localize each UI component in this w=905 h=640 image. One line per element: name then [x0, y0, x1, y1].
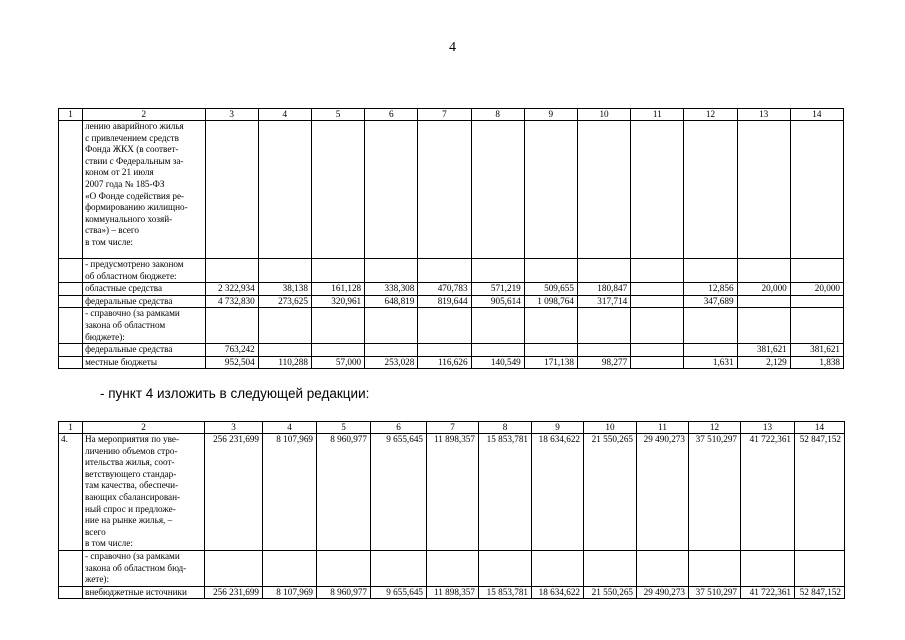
value-cell: 905,614: [471, 295, 524, 308]
value-cell: [205, 308, 258, 344]
column-header: 9: [524, 109, 577, 121]
column-header: 2: [83, 422, 205, 434]
value-cell: [365, 344, 418, 357]
label-line: закона об областном: [85, 319, 166, 330]
value-cell: [365, 308, 418, 344]
value-cell: [689, 550, 741, 586]
value-cell: [524, 344, 577, 357]
column-header: 10: [577, 109, 630, 121]
column-header: 1: [59, 109, 83, 121]
value-cell: 52 847,152: [795, 586, 845, 599]
row-description: [83, 121, 205, 259]
value-cell: [263, 550, 317, 586]
column-header: 2: [83, 109, 205, 121]
value-cell: [471, 121, 524, 259]
value-cell: 52 847,152: [795, 434, 845, 551]
table-header-row: [59, 109, 844, 121]
column-header: 3: [205, 422, 263, 434]
value-cell: 41 722,361: [741, 434, 795, 551]
label-line: федеральные средства: [85, 344, 173, 355]
label-line: коммунального хозяй-: [85, 213, 173, 224]
value-cell: [258, 259, 311, 283]
value-cell: [631, 344, 684, 357]
value-cell: 8 107,969: [263, 434, 317, 551]
value-cell: [317, 550, 371, 586]
value-cell: 8 960,977: [317, 434, 371, 551]
value-cell: 11 898,357: [427, 586, 479, 599]
table-row: [59, 259, 844, 283]
column-header: 7: [418, 109, 471, 121]
label-line: 2007 года № 185-ФЗ: [85, 178, 165, 189]
column-header: 6: [371, 422, 427, 434]
row-label: [83, 283, 205, 296]
label-line: федеральные средства: [85, 295, 173, 306]
label-line: областные средства: [85, 283, 163, 294]
column-header: 7: [427, 422, 479, 434]
value-cell: 11 898,357: [427, 434, 479, 551]
row-number: [59, 308, 83, 344]
label-line: с привлечением средств: [85, 132, 179, 143]
table-row: [59, 308, 844, 344]
value-cell: 381,621: [737, 344, 790, 357]
value-cell: [790, 295, 843, 308]
value-cell: [418, 344, 471, 357]
value-cell: [684, 344, 737, 357]
label-line: об областном бюджете:: [85, 270, 177, 281]
value-cell: [790, 121, 843, 259]
column-header: 8: [479, 422, 532, 434]
value-cell: [258, 344, 311, 357]
column-header: 4: [258, 109, 311, 121]
value-cell: 12,856: [684, 283, 737, 296]
value-cell: [524, 259, 577, 283]
label-line: в том числе:: [85, 236, 133, 247]
row-label: [83, 586, 205, 599]
column-header: 8: [471, 109, 524, 121]
column-header: 1: [59, 422, 83, 434]
row-number: [59, 283, 83, 296]
value-cell: 347,689: [684, 295, 737, 308]
value-cell: [311, 259, 364, 283]
column-header: 4: [263, 422, 317, 434]
label-line: лению аварийного жилья: [85, 121, 184, 131]
value-cell: 20,000: [737, 283, 790, 296]
value-cell: 29 490,273: [637, 434, 689, 551]
label-line: в том числе:: [85, 538, 133, 549]
label-line: бюджете):: [85, 331, 125, 342]
value-cell: 338,308: [365, 283, 418, 296]
column-header: 14: [795, 422, 845, 434]
row-number: [59, 259, 83, 283]
value-cell: 256 231,699: [205, 586, 263, 599]
value-cell: [205, 550, 263, 586]
value-cell: [737, 121, 790, 259]
value-cell: [418, 259, 471, 283]
value-cell: [427, 550, 479, 586]
value-cell: 38,138: [258, 283, 311, 296]
value-cell: [471, 308, 524, 344]
column-header: 14: [790, 109, 843, 121]
value-cell: 1 098,764: [524, 295, 577, 308]
table-1: [58, 108, 844, 369]
label-line: «О Фонде содействия ре-: [85, 190, 185, 201]
value-cell: 29 490,273: [637, 586, 689, 599]
value-cell: 381,621: [790, 344, 843, 357]
table-2: [58, 421, 845, 599]
value-cell: [790, 259, 843, 283]
value-cell: 320,961: [311, 295, 364, 308]
label-line: ветствующего стандар-: [85, 468, 177, 479]
value-cell: [737, 295, 790, 308]
column-header: 13: [741, 422, 795, 434]
table-row: [59, 356, 844, 369]
value-cell: 4 732,830: [205, 295, 258, 308]
value-cell: 648,819: [365, 295, 418, 308]
row-label: [83, 356, 205, 369]
value-cell: 161,128: [311, 283, 364, 296]
value-cell: [371, 550, 427, 586]
label-line: коном от 21 июля: [85, 167, 154, 178]
row-label: [83, 295, 205, 308]
value-cell: [471, 259, 524, 283]
column-header: 3: [205, 109, 258, 121]
value-cell: [524, 308, 577, 344]
value-cell: 37 510,297: [689, 434, 741, 551]
value-cell: 9 655,645: [371, 586, 427, 599]
value-cell: [258, 308, 311, 344]
instruction-note: - пункт 4 изложить в следующей редакции:: [100, 386, 370, 401]
value-cell: [631, 259, 684, 283]
value-cell: [205, 121, 258, 259]
value-cell: [684, 308, 737, 344]
value-cell: [311, 121, 364, 259]
value-cell: [524, 121, 577, 259]
row-number: [59, 295, 83, 308]
column-header: 12: [684, 109, 737, 121]
value-cell: 571,219: [471, 283, 524, 296]
value-cell: 1,838: [790, 356, 843, 369]
value-cell: 15 853,781: [479, 586, 532, 599]
value-cell: [737, 259, 790, 283]
column-header: 6: [365, 109, 418, 121]
value-cell: [418, 121, 471, 259]
value-cell: [631, 283, 684, 296]
table-row: [59, 121, 844, 259]
label-line: жете):: [85, 574, 110, 585]
value-cell: 952,504: [205, 356, 258, 369]
value-cell: [577, 344, 630, 357]
table-row: [59, 295, 844, 308]
value-cell: 21 550,265: [584, 434, 637, 551]
label-line: формированию жилищно-: [85, 202, 188, 213]
value-cell: [471, 344, 524, 357]
value-cell: 273,625: [258, 295, 311, 308]
value-cell: 256 231,699: [205, 434, 263, 551]
value-cell: [737, 308, 790, 344]
value-cell: 116,626: [418, 356, 471, 369]
table-row: [59, 586, 845, 599]
label-line: ства») – всего: [85, 225, 139, 236]
value-cell: 9 655,645: [371, 434, 427, 551]
value-cell: 110,288: [258, 356, 311, 369]
label-line: Фонда ЖКХ (в соответ-: [85, 144, 179, 155]
row-number: [59, 344, 83, 357]
value-cell: [577, 121, 630, 259]
label-line: На мероприятия по уве-: [85, 434, 180, 444]
table-row: [59, 434, 845, 551]
column-header: 5: [311, 109, 364, 121]
value-cell: 2 322,934: [205, 283, 258, 296]
row-number: [59, 121, 83, 259]
row-label: [83, 259, 205, 283]
label-line: - предусмотрено законом: [85, 259, 184, 269]
value-cell: [631, 121, 684, 259]
value-cell: 8 107,969: [263, 586, 317, 599]
value-cell: 317,714: [577, 295, 630, 308]
value-cell: [684, 259, 737, 283]
value-cell: [741, 550, 795, 586]
value-cell: [311, 308, 364, 344]
label-line: - справочно (за рамками: [85, 308, 180, 319]
value-cell: [795, 550, 845, 586]
table-row: [59, 344, 844, 357]
row-number: [59, 356, 83, 369]
value-cell: 98,277: [577, 356, 630, 369]
page-number: 4: [449, 40, 456, 55]
value-cell: 470,783: [418, 283, 471, 296]
label-line: местные бюджеты: [85, 356, 157, 367]
value-cell: [631, 308, 684, 344]
value-cell: 37 510,297: [689, 586, 741, 599]
column-header: 11: [637, 422, 689, 434]
value-cell: 819,644: [418, 295, 471, 308]
value-cell: [637, 550, 689, 586]
value-cell: 1,631: [684, 356, 737, 369]
value-cell: [631, 356, 684, 369]
label-line: внебюджетные источники: [85, 586, 187, 597]
label-line: вающих сбалансирован-: [85, 491, 181, 502]
table-header-row: [59, 422, 845, 434]
row-number: [59, 586, 83, 599]
value-cell: [584, 550, 637, 586]
row-label: [83, 344, 205, 357]
column-header: 12: [689, 422, 741, 434]
row-description: [83, 434, 205, 551]
column-header: 11: [631, 109, 684, 121]
label-line: всего: [85, 526, 106, 537]
label-line: там качества, обеспечи-: [85, 480, 179, 491]
value-cell: 21 550,265: [584, 586, 637, 599]
column-header: 9: [532, 422, 584, 434]
value-cell: 41 722,361: [741, 586, 795, 599]
value-cell: [258, 121, 311, 259]
value-cell: [479, 550, 532, 586]
row-number: [59, 550, 83, 586]
value-cell: 20,000: [790, 283, 843, 296]
value-cell: [365, 259, 418, 283]
value-cell: 18 634,622: [532, 586, 584, 599]
row-label: [83, 308, 205, 344]
value-cell: 509,655: [524, 283, 577, 296]
value-cell: 8 960,977: [317, 586, 371, 599]
value-cell: [790, 308, 843, 344]
value-cell: [532, 550, 584, 586]
label-line: закона об областном бюд-: [85, 562, 187, 573]
value-cell: 15 853,781: [479, 434, 532, 551]
column-header: 13: [737, 109, 790, 121]
label-line: ный спрос и предложе-: [85, 503, 176, 514]
column-header: 10: [584, 422, 637, 434]
value-cell: [311, 344, 364, 357]
value-cell: [684, 121, 737, 259]
value-cell: 180,847: [577, 283, 630, 296]
value-cell: 2,129: [737, 356, 790, 369]
row-number: 4.: [59, 434, 83, 551]
value-cell: [418, 308, 471, 344]
value-cell: [577, 259, 630, 283]
value-cell: 140,549: [471, 356, 524, 369]
label-line: - справочно (за рамками: [85, 550, 180, 561]
row-label: [83, 550, 205, 586]
label-line: ствии с Федеральным за-: [85, 155, 184, 166]
value-cell: 171,138: [524, 356, 577, 369]
label-line: личению объемов стро-: [85, 445, 178, 456]
value-cell: 57,000: [311, 356, 364, 369]
table-row: [59, 550, 845, 586]
label-line: ние на рынке жилья, –: [85, 515, 173, 526]
value-cell: [631, 295, 684, 308]
value-cell: 763,242: [205, 344, 258, 357]
value-cell: 18 634,622: [532, 434, 584, 551]
label-line: ительства жилья, соот-: [85, 457, 175, 468]
value-cell: [365, 121, 418, 259]
value-cell: [577, 308, 630, 344]
table-row: [59, 283, 844, 296]
column-header: 5: [317, 422, 371, 434]
value-cell: 253,028: [365, 356, 418, 369]
value-cell: [205, 259, 258, 283]
